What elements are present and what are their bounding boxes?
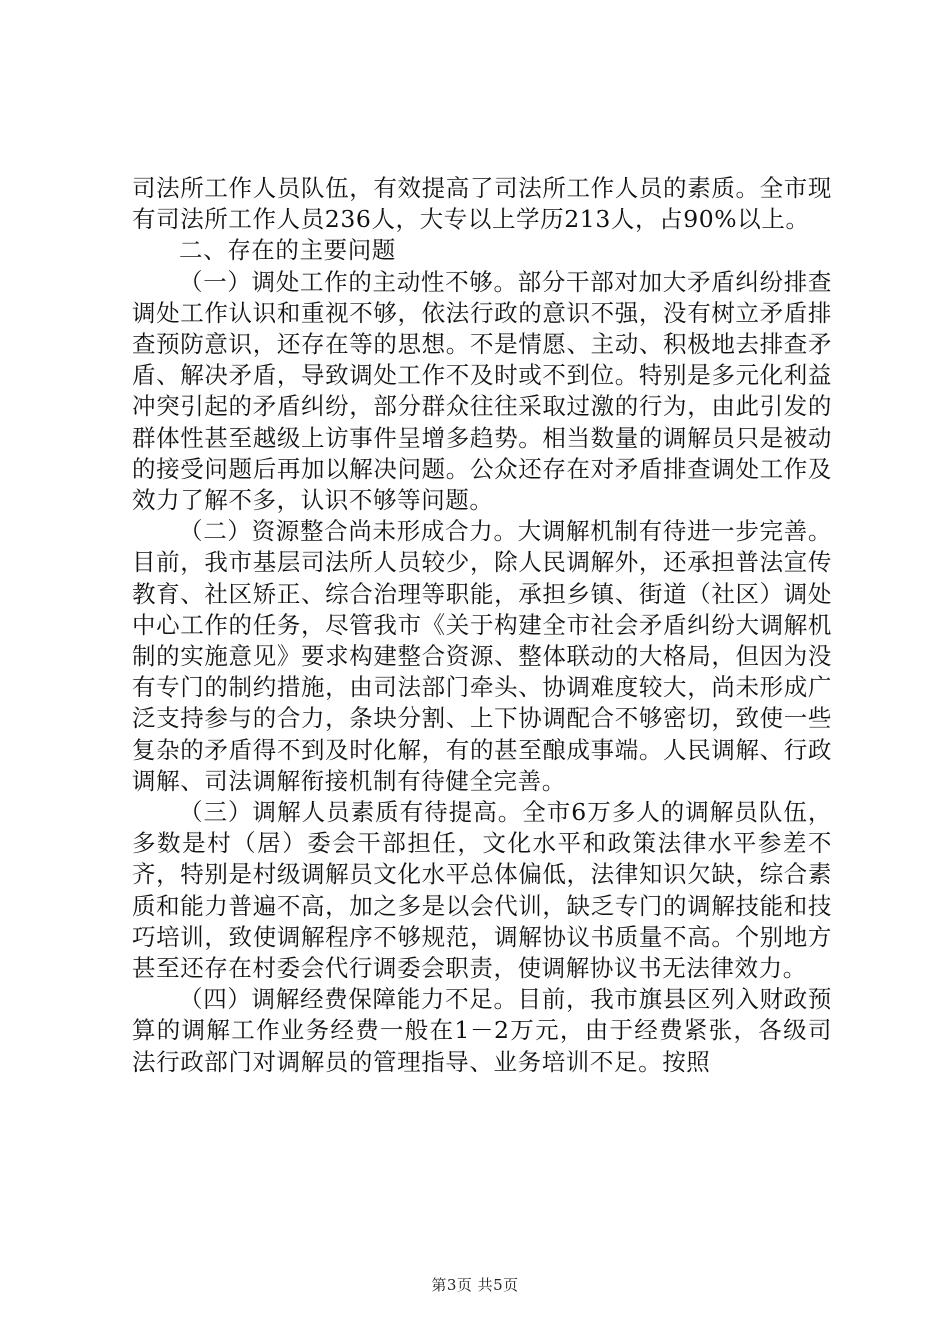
paragraph-issue-2: （二）资源整合尚未形成合力。大调解机制有待进一步完善。目前，我市基层司法所人员较少，除人民调解外，还承担普法宣传教育、社区矫正、综合治理等职能，承担乡镇、街道（社区）调处中心工作的任务，尽管我市《关于构建全市社会矛盾纠纷大调解机制的实施意见》要求构建整合资源、整体联动的大格局，但因为没有专门的制约措施，由司法部门牵头、协调难度较大，尚未形成广泛支持参与的合力，条块分割、上下协调配合不够密切，致使一些复杂的矛盾得不到及时化解，有的甚至酿成事端。人民调解、行政调解、司法调解衔接机制有待健全完善。: [132, 517, 832, 795]
paragraph-issue-1: （一）调处工作的主动性不够。部分干部对加大矛盾纠纷排查调处工作认识和重视不够，依法行政的意识不强，没有树立矛盾排查预防意识，还存在等的思想。不是情愿、主动、积极地去排查矛盾、解决矛盾，导致调处工作不及时或不到位。特别是多元化利益冲突引起的矛盾纠纷，部分群众往往采取过激的行为，由此引发的群体性甚至越级上访事件呈增多趋势。相当数量的调解员只是被动的接受问题后再加以解决问题。公众还存在对矛盾排查调处工作及效力了解不多，认识不够等问题。: [132, 267, 832, 515]
paragraph-issue-3: （三）调解人员素质有待提高。全市6万多人的调解员队伍，多数是村（居）委会干部担任，文化水平和政策法律水平参差不齐，特别是村级调解员文化水平总体偏低，法律知识欠缺，综合素质和能力普遍不高，加之多是以会代训，缺乏专门的调解技能和技巧培训，致使调解程序不够规范，调解协议书质量不高。个别地方甚至还存在村委会代行调委会职责，使调解协议书无法律效力。: [132, 798, 832, 983]
document-body: [132, 173, 832, 1078]
paragraph-continuation: 司法所工作人员队伍，有效提高了司法所工作人员的素质。全市现有司法所工作人员236人，大专以上学历213人，占90%以上。: [132, 174, 832, 234]
section-heading: 二、存在的主要问题: [179, 236, 396, 265]
page-number-footer: 第3页 共5页: [431, 1276, 519, 1294]
paragraph-issue-4: （四）调解经费保障能力不足。目前，我市旗县区列入财政预算的调解工作业务经费一般在1－2万元，由于经费紧张，各级司法行政部门对调解员的管理指导、业务培训不足。按照: [132, 985, 832, 1076]
